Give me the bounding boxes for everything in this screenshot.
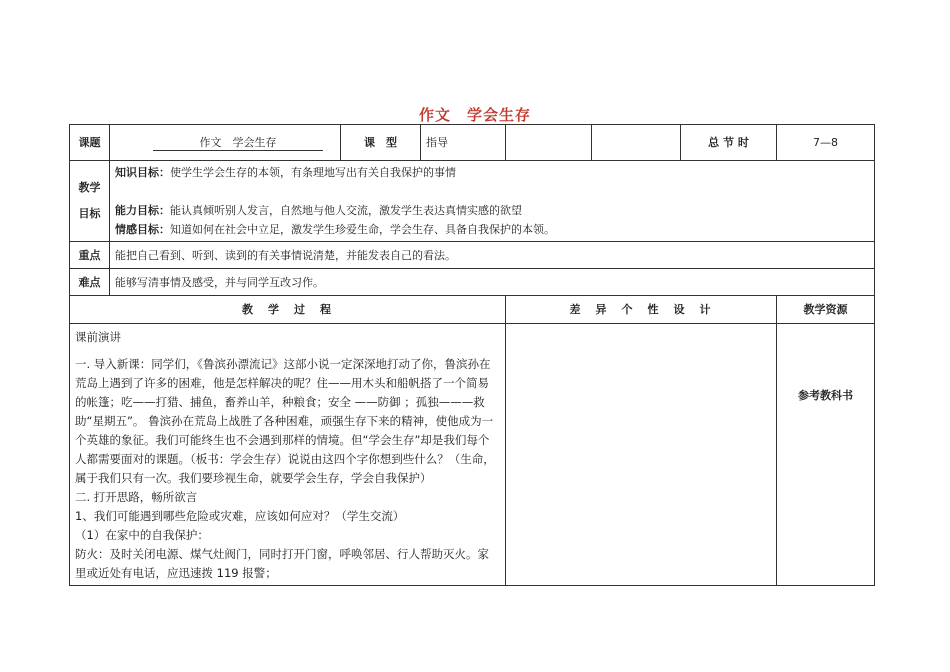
design-content xyxy=(506,324,777,586)
goals-label xyxy=(70,161,110,242)
goals-cell xyxy=(110,161,875,242)
design-header: 差 异 个 性 设 计 xyxy=(506,296,777,324)
ref-book: 参考教科书 xyxy=(798,389,853,402)
header-row xyxy=(70,125,875,161)
topic-value: 作文 学会生存 xyxy=(153,136,323,151)
columns-header-row xyxy=(70,296,875,324)
process-paragraph: 二. 打开思路，畅所欲言 xyxy=(75,490,198,504)
difficulty-label: 难点 xyxy=(70,269,110,296)
process-paragraph: 防火：及时关闭电源、煤气灶阀门，同时打开门窗，呼唤邻居、行人帮助灭火。家里或近处有电话，应迅速拨 119 报警； xyxy=(75,547,489,580)
goal-knowledge: 知识目标：使学生学会生存的本领，有条理地写出有关自我保护的事情 xyxy=(115,166,456,179)
type-label: 课 型 xyxy=(341,125,421,161)
type-value: 指导 xyxy=(421,125,506,161)
hours-value: 7—8 xyxy=(777,125,875,161)
topic-label: 课题 xyxy=(70,125,110,161)
difficulty-row xyxy=(70,269,875,296)
process-paragraph: 一. 导入新课：同学们，《鲁滨孙漂流记》这部小说一定深深地打动了你，鲁滨孙在荒岛上遇到了许多的困难，他是怎样解决的呢？住——用木头和船帆搭了一个简易的帐篷；吃——打猎、捕鱼，畜养山羊，种粮食；安全 ——防御 ；孤独———救助“星期五”。 鲁滨孙在荒岛上战胜了各种困难，顽强生存下来的精神，使他成为一个英雄的象征。我们可能终生也不会遇到那样的情境。但“学会生存”却是我们每个人都需要面对的课题。（板书：学会生存）说说由这四个字你想到些什么？（生命，属于我们只有一次。我们要珍视生命，就要学会生存，学会自我保护） xyxy=(75,357,495,485)
goal-ability: 能力目标：能认真倾听别人发言，自然地与他人交流，激发学生表达真情实感的欲望 xyxy=(115,204,522,217)
goals-row xyxy=(70,161,875,242)
key-row xyxy=(70,242,875,269)
topic-value-cell xyxy=(110,125,341,161)
process-header: 教 学 过 程 xyxy=(70,296,506,324)
process-paragraph: 1、我们可能遇到哪些危险或灾难，应该如何应对？（学生交流） xyxy=(75,509,405,523)
content-row xyxy=(70,324,875,586)
goal-emotion: 情感目标：知道如何在社会中立足，激发学生珍爱生命，学会生存、具备自我保护的本领。 xyxy=(115,223,555,236)
key-text: 能把自己看到、听到、读到的有关事情说清楚，并能发表自己的看法。 xyxy=(110,242,875,269)
hours-label: 总 节 时 xyxy=(681,125,777,161)
lesson-plan-table xyxy=(69,124,875,586)
resources-header: 教学资源 xyxy=(777,296,875,324)
empty-cell xyxy=(592,125,681,161)
page-title: 作文 学会生存 xyxy=(418,106,531,124)
process-paragraph: 课前演讲 xyxy=(75,330,121,344)
empty-cell xyxy=(506,125,592,161)
process-content xyxy=(70,324,506,586)
goals-label-text: 教学目标 xyxy=(78,181,101,220)
difficulty-text: 能够写清事情及感受，并与同学互改习作。 xyxy=(110,269,875,296)
key-label: 重点 xyxy=(70,242,110,269)
resources-content xyxy=(777,324,875,586)
process-paragraph: （1）在家中的自我保护： xyxy=(75,528,209,542)
